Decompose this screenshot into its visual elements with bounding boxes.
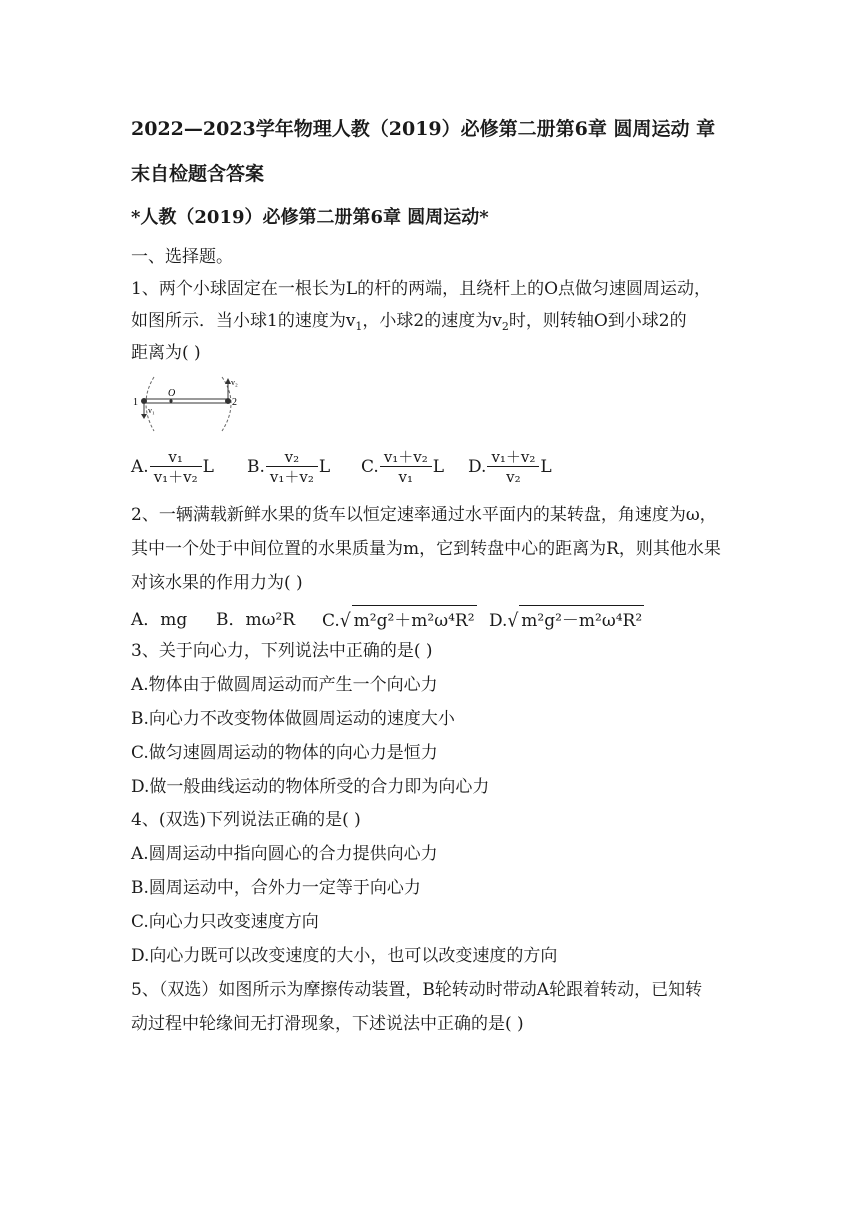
sqrt-sign: √ [339,610,351,632]
q5-stem-line-2: 动过程中轮缘间无打滑现象，下述说法中正确的是( ) [131,1014,524,1034]
fraction-c [380,448,432,487]
numerator: v₁＋v₂ [491,448,536,466]
denominator: v₁ [398,468,414,486]
q2-option-a[interactable]: A．mg [131,610,188,630]
suffix: L [540,457,552,477]
q3-option-c[interactable]: C.做匀速圆周运动的物体的向心力是恒力 [131,743,438,763]
q2-stem-line-2: 其中一个处于中间位置的水果质量为m，它到转盘中心的距离为R，则其他水果 [131,539,721,559]
option-d-label: D. [489,611,508,631]
option-c-label: C. [322,611,340,631]
fraction-d [487,448,539,487]
label-v1: v₁ [148,406,155,415]
suffix: L [432,457,445,477]
q2-stem-line-1: 2、一辆满载新鲜水果的货车以恒定速率通过水平面内的某转盘，角速度为ω， [131,505,717,525]
q4-stem: 4、(双选)下列说法正确的是( ) [131,810,361,830]
q3-stem: 3、关于向心力，下列说法中正确的是( ) [131,641,433,661]
q1-text-b: ，小球2的速度为v [362,311,502,331]
q5-stem-line-1: 5、（双选）如图所示为摩擦传动装置，B轮转动时带动A轮跟着转动，已知转 [131,980,703,1000]
option-a-label: A. [131,457,149,477]
label-o: O [168,388,176,399]
fraction-b [266,448,318,487]
q4-option-a[interactable]: A.圆周运动中指向圆心的合力提供向心力 [131,844,438,864]
subscript-1: 1 [355,320,363,333]
left-arc [146,377,154,431]
numerator: v₂ [284,448,300,466]
ball-1 [141,398,147,404]
numerator: v₁＋v₂ [383,448,428,466]
option-b-label: B. [247,457,265,477]
label-v2: v₂ [231,378,238,387]
section-heading: 一、选择题。 [131,247,233,267]
q2-option-d[interactable] [489,605,644,631]
q3-option-d[interactable]: D.做一般曲线运动的物体所受的合力即为向心力 [131,777,490,797]
denominator: v₁＋v₂ [269,468,314,486]
suffix: L [318,457,331,477]
denominator: v₁＋v₂ [153,468,198,486]
right-arc [222,377,231,431]
q3-option-b[interactable]: B.向心力不改变物体做圆周运动的速度大小 [131,709,455,729]
document-title-line-2: 末自检题含答案 [131,163,265,185]
denominator: v₂ [506,468,521,486]
sqrt-sign: √ [507,610,519,632]
document-subtitle: *人教（2019）必修第二册第6章 圆周运动* [131,207,489,228]
q1-stem-line-3: 距离为( ) [131,343,201,363]
q1-stem-line-2 [131,309,687,335]
document-title-line-1: 2022—2023学年物理人教（2019）必修第二册第6章 圆周运动 章 [131,118,716,140]
q1-text-c: 时，则转轴O到小球2的 [508,311,687,331]
q4-option-b[interactable]: B.圆周运动中，合外力一定等于向心力 [131,878,421,898]
numerator: v₁ [168,448,183,466]
q1-option-a[interactable] [131,448,214,487]
q1-text-a: 如图所示．当小球1的速度为v [131,311,356,331]
q4-option-d[interactable]: D.向心力既可以改变速度的大小，也可以改变速度的方向 [131,946,558,966]
q2-option-c[interactable] [322,605,477,631]
sqrt-expression: m²g²－m²ω⁴R² [519,605,644,631]
pivot-point [169,399,172,402]
label-1: 1 [133,397,138,408]
q2-stem-line-3: 对该水果的作用力为( ) [131,573,303,593]
option-c-label: C. [361,457,379,477]
q1-option-c[interactable] [361,448,444,487]
q1-stem-line-1: 1、两个小球固定在一根长为L的杆的两端，且绕杆上的O点做匀速圆周运动， [131,279,712,299]
q2-option-b[interactable]: B．mω²R [216,610,296,630]
subscript-2: 2 [501,320,509,333]
rod-rotation-figure [128,373,248,435]
option-d-label: D. [468,457,487,477]
rod [144,399,228,403]
fraction-a [150,448,202,487]
ball-2 [225,398,231,404]
v1-arrowhead [141,414,147,419]
q1-option-d[interactable] [468,448,552,487]
q1-option-b[interactable] [247,448,330,487]
suffix: L [202,457,214,477]
q4-option-c[interactable]: C.向心力只改变速度方向 [131,912,319,932]
label-2: 2 [232,397,237,408]
q3-option-a[interactable]: A.物体由于做圆周运动而产生一个向心力 [131,675,438,695]
sqrt-expression: m²g²＋m²ω⁴R² [352,605,477,631]
